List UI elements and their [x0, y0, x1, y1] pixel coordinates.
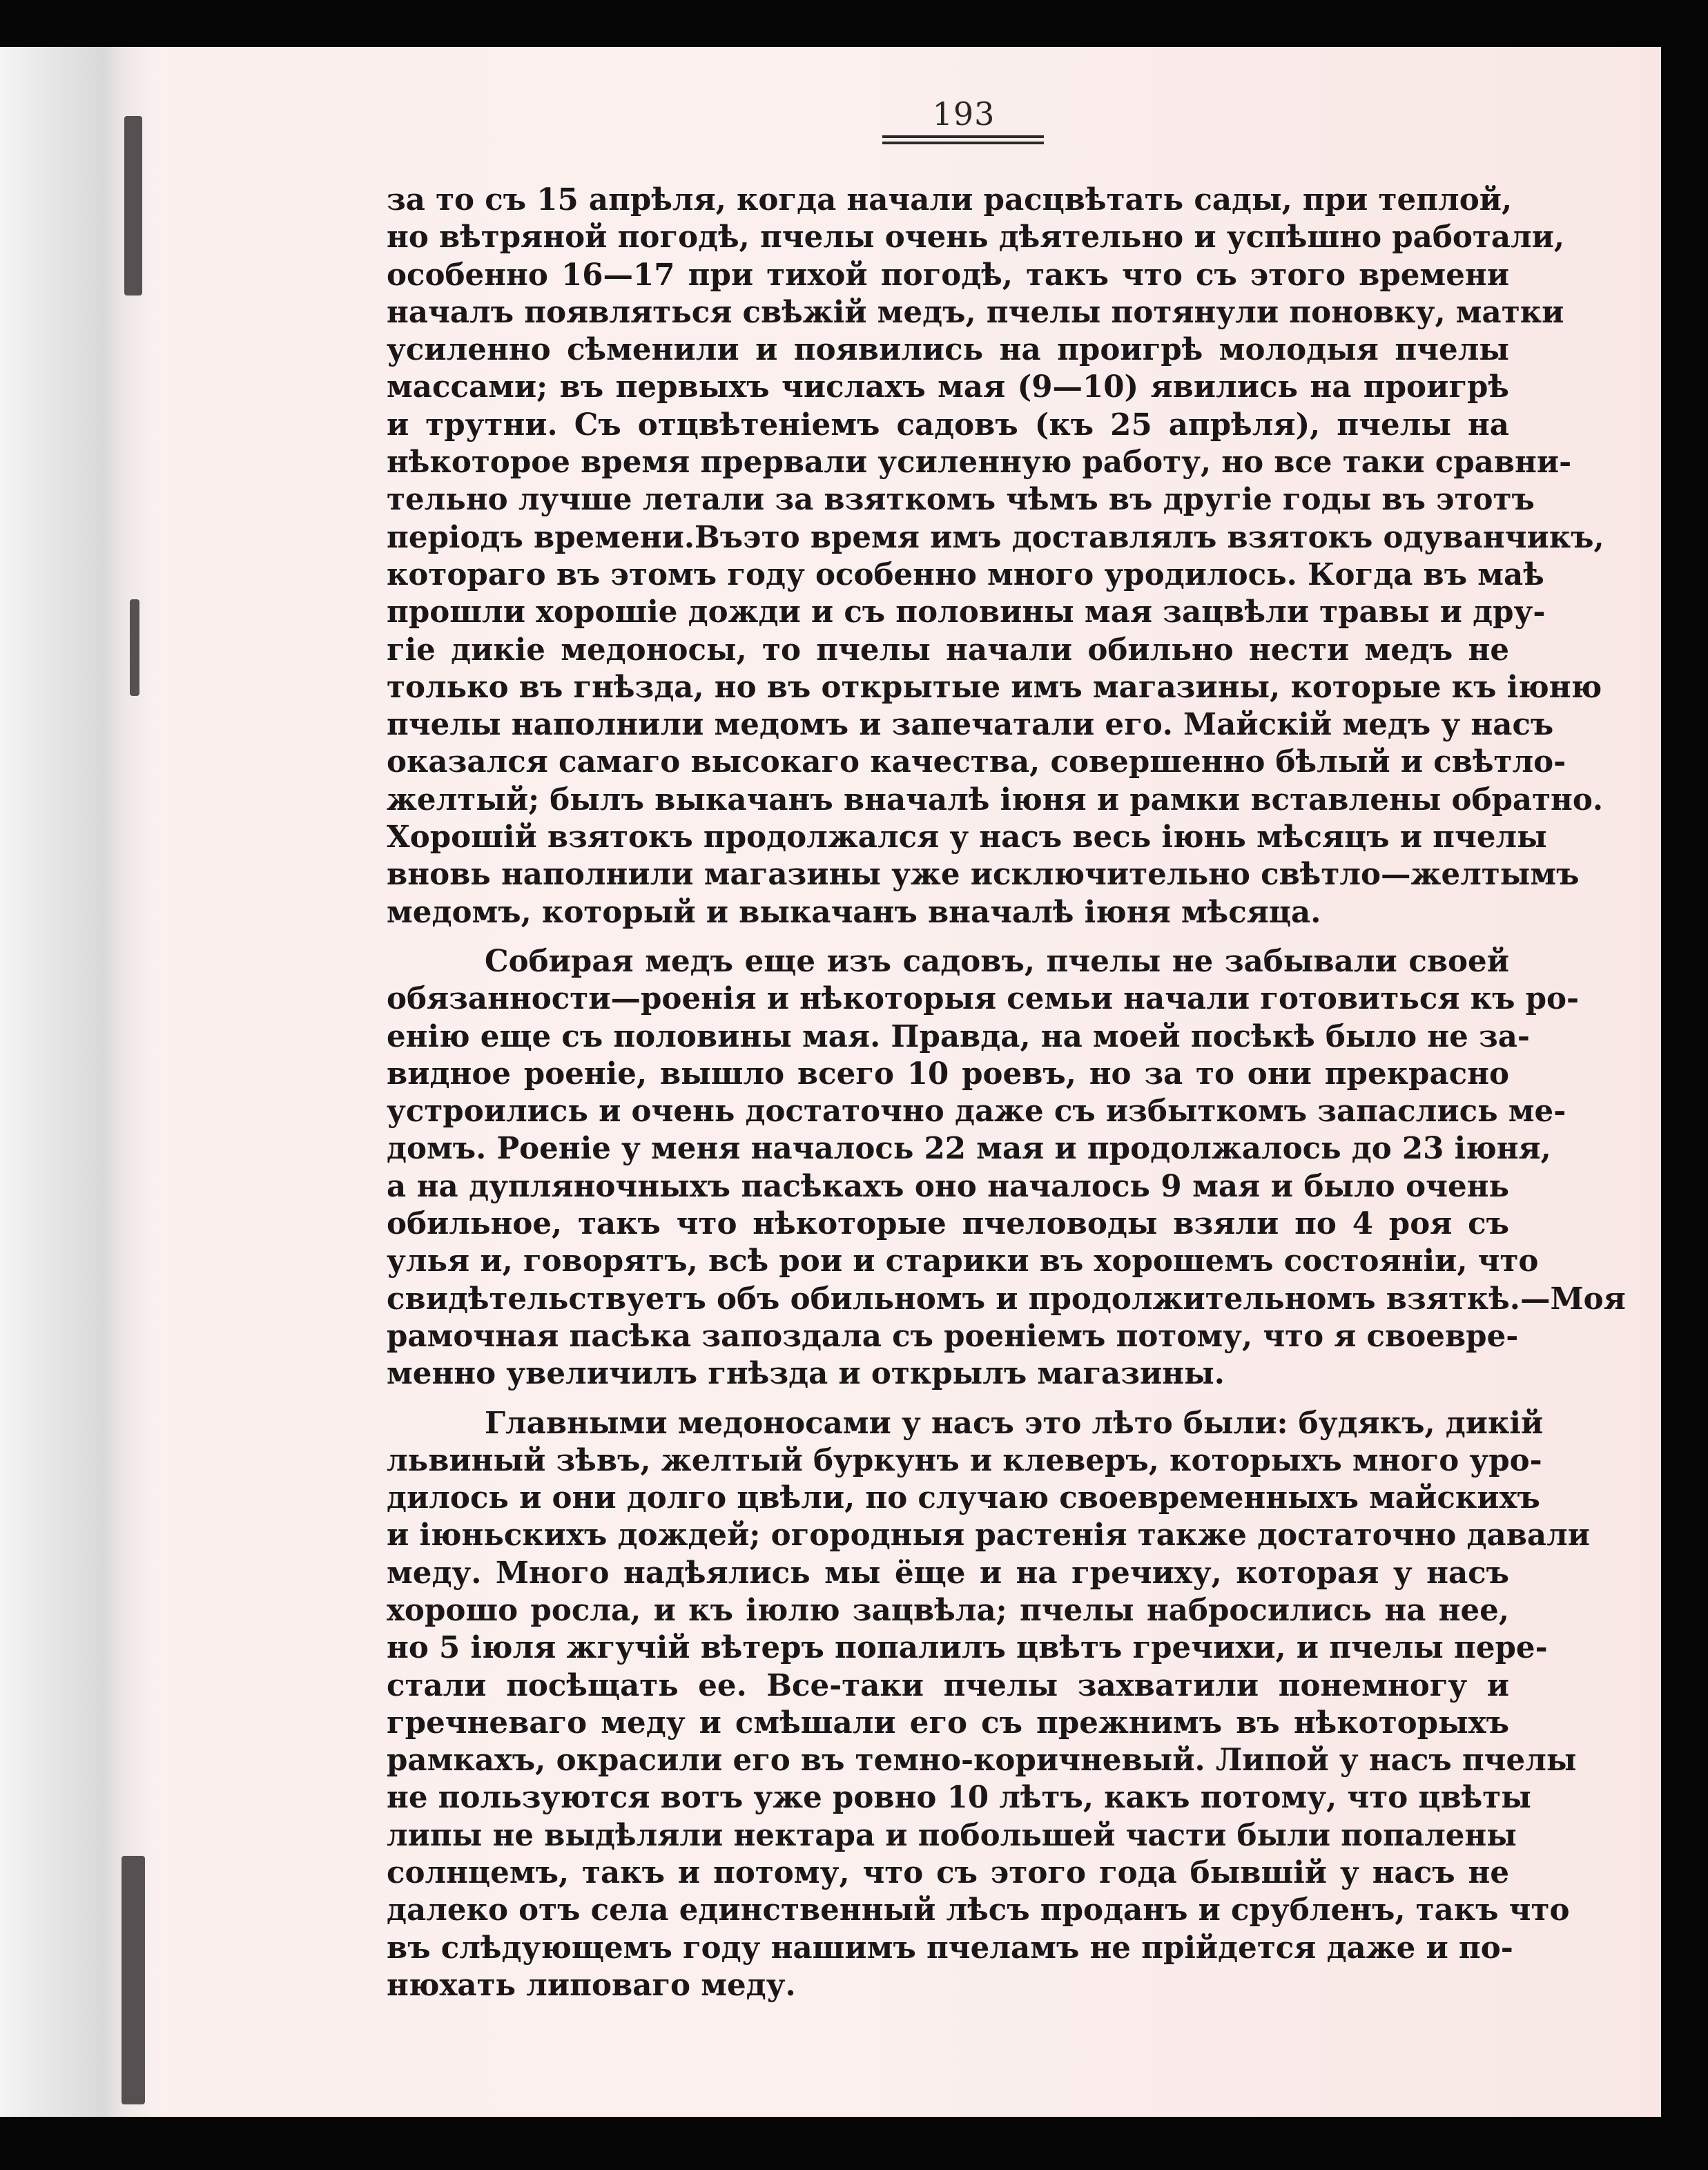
text-line: нѣкоторое время прервали усиленную работу, но все таки сравни- — [387, 445, 1572, 481]
text-line: оказался самаго высокаго качества, совершенно бѣлый и свѣтло- — [387, 744, 1566, 780]
text-line: желтый; былъ выкачанъ вначалѣ іюня и рамки вставлены обратно. — [387, 782, 1604, 817]
text-line: тельно лучше летали за взяткомъ чѣмъ въ другіе годы въ этотъ — [387, 482, 1535, 518]
text-line: улья и, говорятъ, всѣ рои и старики въ хорошемъ состояніи, что — [387, 1243, 1539, 1279]
text-line: пчелы наполнили медомъ и запечатали его. Майскій медъ у насъ — [387, 707, 1554, 743]
text-line: стали посѣщать ее. Все-таки пчелы захватили понемногу и — [387, 1667, 1509, 1703]
text-line: меду. Много надѣялись мы ёще и на гречиху, которая у насъ — [387, 1555, 1509, 1591]
text-line: свидѣтельствуетъ объ обильномъ и продолжительномъ взяткѣ.—Моя — [387, 1281, 1626, 1317]
text-line: енію еще съ половины мая. Правда, на моей посѣкѣ было не за- — [387, 1018, 1530, 1054]
text-line: обильное, такъ что нѣкоторые пчеловоды взяли по 4 роя съ — [387, 1206, 1509, 1242]
text-line: за то съ 15 апрѣля, когда начали расцвѣтать сады, при теплой, — [387, 182, 1513, 217]
text-line: липы не выдѣляли нектара и побольшей части были попалены — [387, 1817, 1517, 1853]
text-line: не пользуются вотъ уже ровно 10 лѣтъ, какъ потому, что цвѣты — [387, 1780, 1531, 1816]
body-text — [387, 182, 1626, 2016]
text-line: только въ гнѣзда, но въ открытые имъ магазины, которые къ іюню — [387, 669, 1602, 705]
text-line: періодъ времени.Въэто время имъ доставлялъ взятокъ одуванчикъ, — [387, 519, 1604, 555]
text-line: дилось и они долго цвѣли, по случаю своевременныхъ майскихъ — [387, 1480, 1540, 1516]
text-line: Хорошій взятокъ продолжался у насъ весь іюнь мѣсяцъ и пчелы — [387, 820, 1547, 855]
spine-mark — [130, 599, 139, 696]
page-number: 193 — [932, 95, 996, 133]
text-line: особенно 16—17 при тихой погодѣ, такъ что съ этого времени — [387, 257, 1509, 293]
text-line: устроились и очень достаточно даже съ избыткомъ запаслись ме- — [387, 1094, 1566, 1130]
text-line: Главными медоносами у насъ это лѣто были: будякъ, дикій — [485, 1405, 1544, 1441]
text-line: львиный зѣвъ, желтый буркунъ и клеверъ, которыхъ много уро- — [387, 1442, 1542, 1478]
text-line: усиленно сѣменили и появились на проигрѣ молодыя пчелы — [387, 332, 1509, 368]
text-line: нюхать липоваго меду. — [387, 1967, 796, 2003]
text-line: менно увеличилъ гнѣзда и открылъ магазины. — [387, 1356, 1225, 1392]
text-line: но 5 іюля жгучій вѣтеръ попалилъ цвѣтъ гречихи, и пчелы пере- — [387, 1630, 1548, 1666]
spine-mark — [124, 116, 142, 296]
page-number-rule-bottom — [882, 142, 1044, 144]
text-line: и іюньскихъ дождей; огородныя растенія также достаточно давали — [387, 1518, 1591, 1553]
text-line: прошли хорошіе дожди и съ половины мая зацвѣли травы и дру- — [387, 594, 1546, 630]
text-line: вновь наполнили магазины уже исключительно свѣтло—желтымъ — [387, 857, 1580, 893]
paragraph-1 — [387, 182, 1604, 931]
text-line: хорошо росла, и къ іюлю зацвѣла; пчелы набросились на нее, — [387, 1592, 1509, 1628]
text-line: обязанности—роенія и нѣкоторыя семьи начали готовиться къ ро- — [387, 981, 1580, 1017]
spine-mark — [122, 1856, 145, 2104]
text-line: но вѣтряной погодѣ, пчелы очень дѣятельно и успѣшно работали, — [387, 220, 1565, 255]
text-line: въ слѣдующемъ году нашимъ пчеламъ не прійдется даже и по- — [387, 1930, 1513, 1966]
text-line: и трутни. Съ отцвѣтеніемъ садовъ (къ 25 апрѣля), пчелы на — [387, 407, 1509, 443]
text-line: а на дупляночныхъ пасѣкахъ оно началось 9 мая и было очень — [387, 1168, 1509, 1204]
paragraph-2 — [387, 943, 1626, 1393]
scanned-book-page — [0, 47, 1661, 2117]
text-line: медомъ, который и выкачанъ вначалѣ іюня мѣсяца. — [387, 894, 1321, 930]
text-line: рамочная пасѣка запоздала съ роеніемъ потому, что я своевре- — [387, 1318, 1519, 1354]
text-line: домъ. Роеніе у меня началось 22 мая и продолжалось до 23 іюня, — [387, 1131, 1551, 1167]
text-line: рамкахъ, окрасили его въ темно-коричневый. Липой у насъ пчелы — [387, 1743, 1577, 1779]
text-line: видное роеніе, вышло всего 10 роевъ, но за то они прекрасно — [387, 1056, 1509, 1092]
text-line: котораго въ этомъ году особенно много уродилось. Когда въ маѣ — [387, 556, 1544, 592]
gutter-shadow — [0, 47, 159, 2117]
text-line: солнцемъ, такъ и потому, что съ этого года бывшій у насъ не — [387, 1855, 1509, 1891]
page-number-rule-top — [882, 135, 1044, 138]
text-line: далеко отъ села единственный лѣсъ проданъ и срубленъ, такъ что — [387, 1892, 1570, 1928]
text-line: гіе дикіе медоносы, то пчелы начали обильно нести медъ не — [387, 632, 1509, 668]
text-line: гречневаго меду и смѣшали его съ прежнимъ въ нѣкоторыхъ — [387, 1705, 1509, 1741]
paragraph-3 — [387, 1405, 1591, 2005]
text-line: началъ появляться свѣжій медъ, пчелы потянули поновку, матки — [387, 294, 1564, 330]
text-line: Собирая медъ еще изъ садовъ, пчелы не забывали своей — [485, 943, 1509, 979]
text-line: массами; въ первыхъ числахъ мая (9—10) явились на проигрѣ — [387, 369, 1509, 405]
